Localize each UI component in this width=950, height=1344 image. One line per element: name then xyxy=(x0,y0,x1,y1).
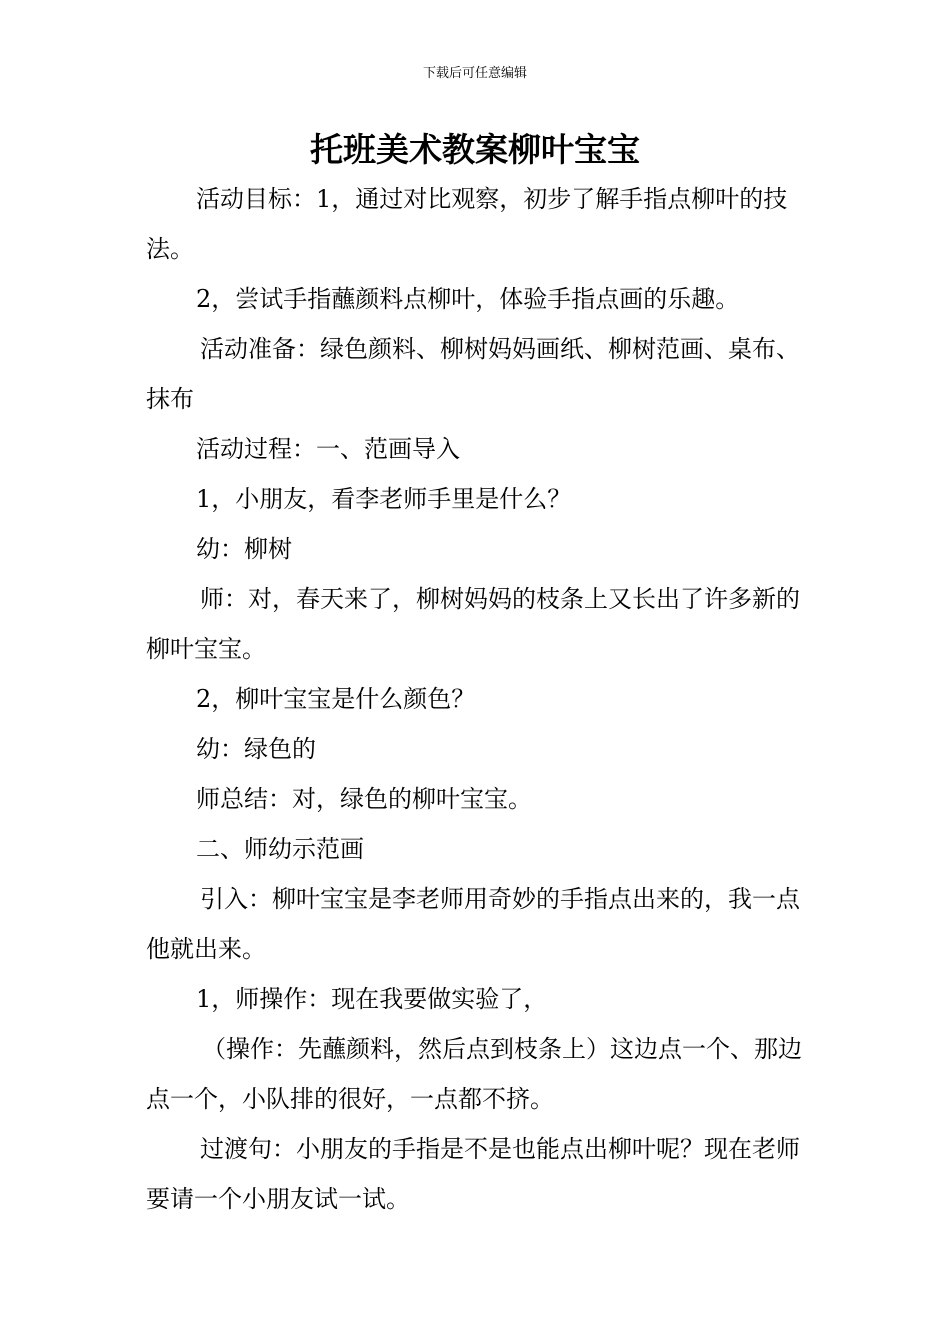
paragraph-process: 活动过程：一、范画导入 xyxy=(196,435,460,463)
paragraph-preparation: 活动准备：绿色颜料、柳树妈妈画纸、柳树范画、桌布、抹布 xyxy=(146,335,800,413)
paragraph-teacher-1: 师：对，春天来了，柳树妈妈的枝条上又长出了许多新的柳叶宝宝。 xyxy=(146,585,800,663)
paragraph-transition: 过渡句：小朋友的手指是不是也能点出柳叶呢？现在老师要请一个小朋友试一试。 xyxy=(146,1135,800,1213)
paragraph-step-1: 1，小朋友，看李老师手里是什么？ xyxy=(196,485,572,513)
header-note: 下载后可任意编辑 xyxy=(422,66,527,81)
paragraph-step-2: 2，柳叶宝宝是什么颜色？ xyxy=(196,685,476,713)
document-title: 托班美术教案柳叶宝宝 xyxy=(310,130,640,169)
paragraph-teacher-operation: 1，师操作：现在我要做实验了， xyxy=(196,985,548,1013)
paragraph-teacher-summary: 师总结：对，绿色的柳叶宝宝。 xyxy=(196,785,532,813)
document-body xyxy=(146,174,810,1224)
paragraph-section-2: 二、师幼示范画 xyxy=(196,835,364,863)
paragraph-goal-2: 2，尝试手指蘸颜料点柳叶，体验手指点画的乐趣。 xyxy=(196,285,740,313)
paragraph-operation-detail: （操作：先蘸颜料，然后点到枝条上）这边点一个、那边点一个，小队排的很好，一点都不挤。 xyxy=(146,1035,802,1113)
paragraph-child-answer-1: 幼：柳树 xyxy=(196,535,292,563)
paragraph-activity-goal: 活动目标：1，通过对比观察，初步了解手指点柳叶的技法。 xyxy=(146,185,788,263)
paragraph-introduction: 引入：柳叶宝宝是李老师用奇妙的手指点出来的，我一点他就出来。 xyxy=(146,885,800,963)
paragraph-child-answer-2: 幼：绿色的 xyxy=(196,735,316,763)
